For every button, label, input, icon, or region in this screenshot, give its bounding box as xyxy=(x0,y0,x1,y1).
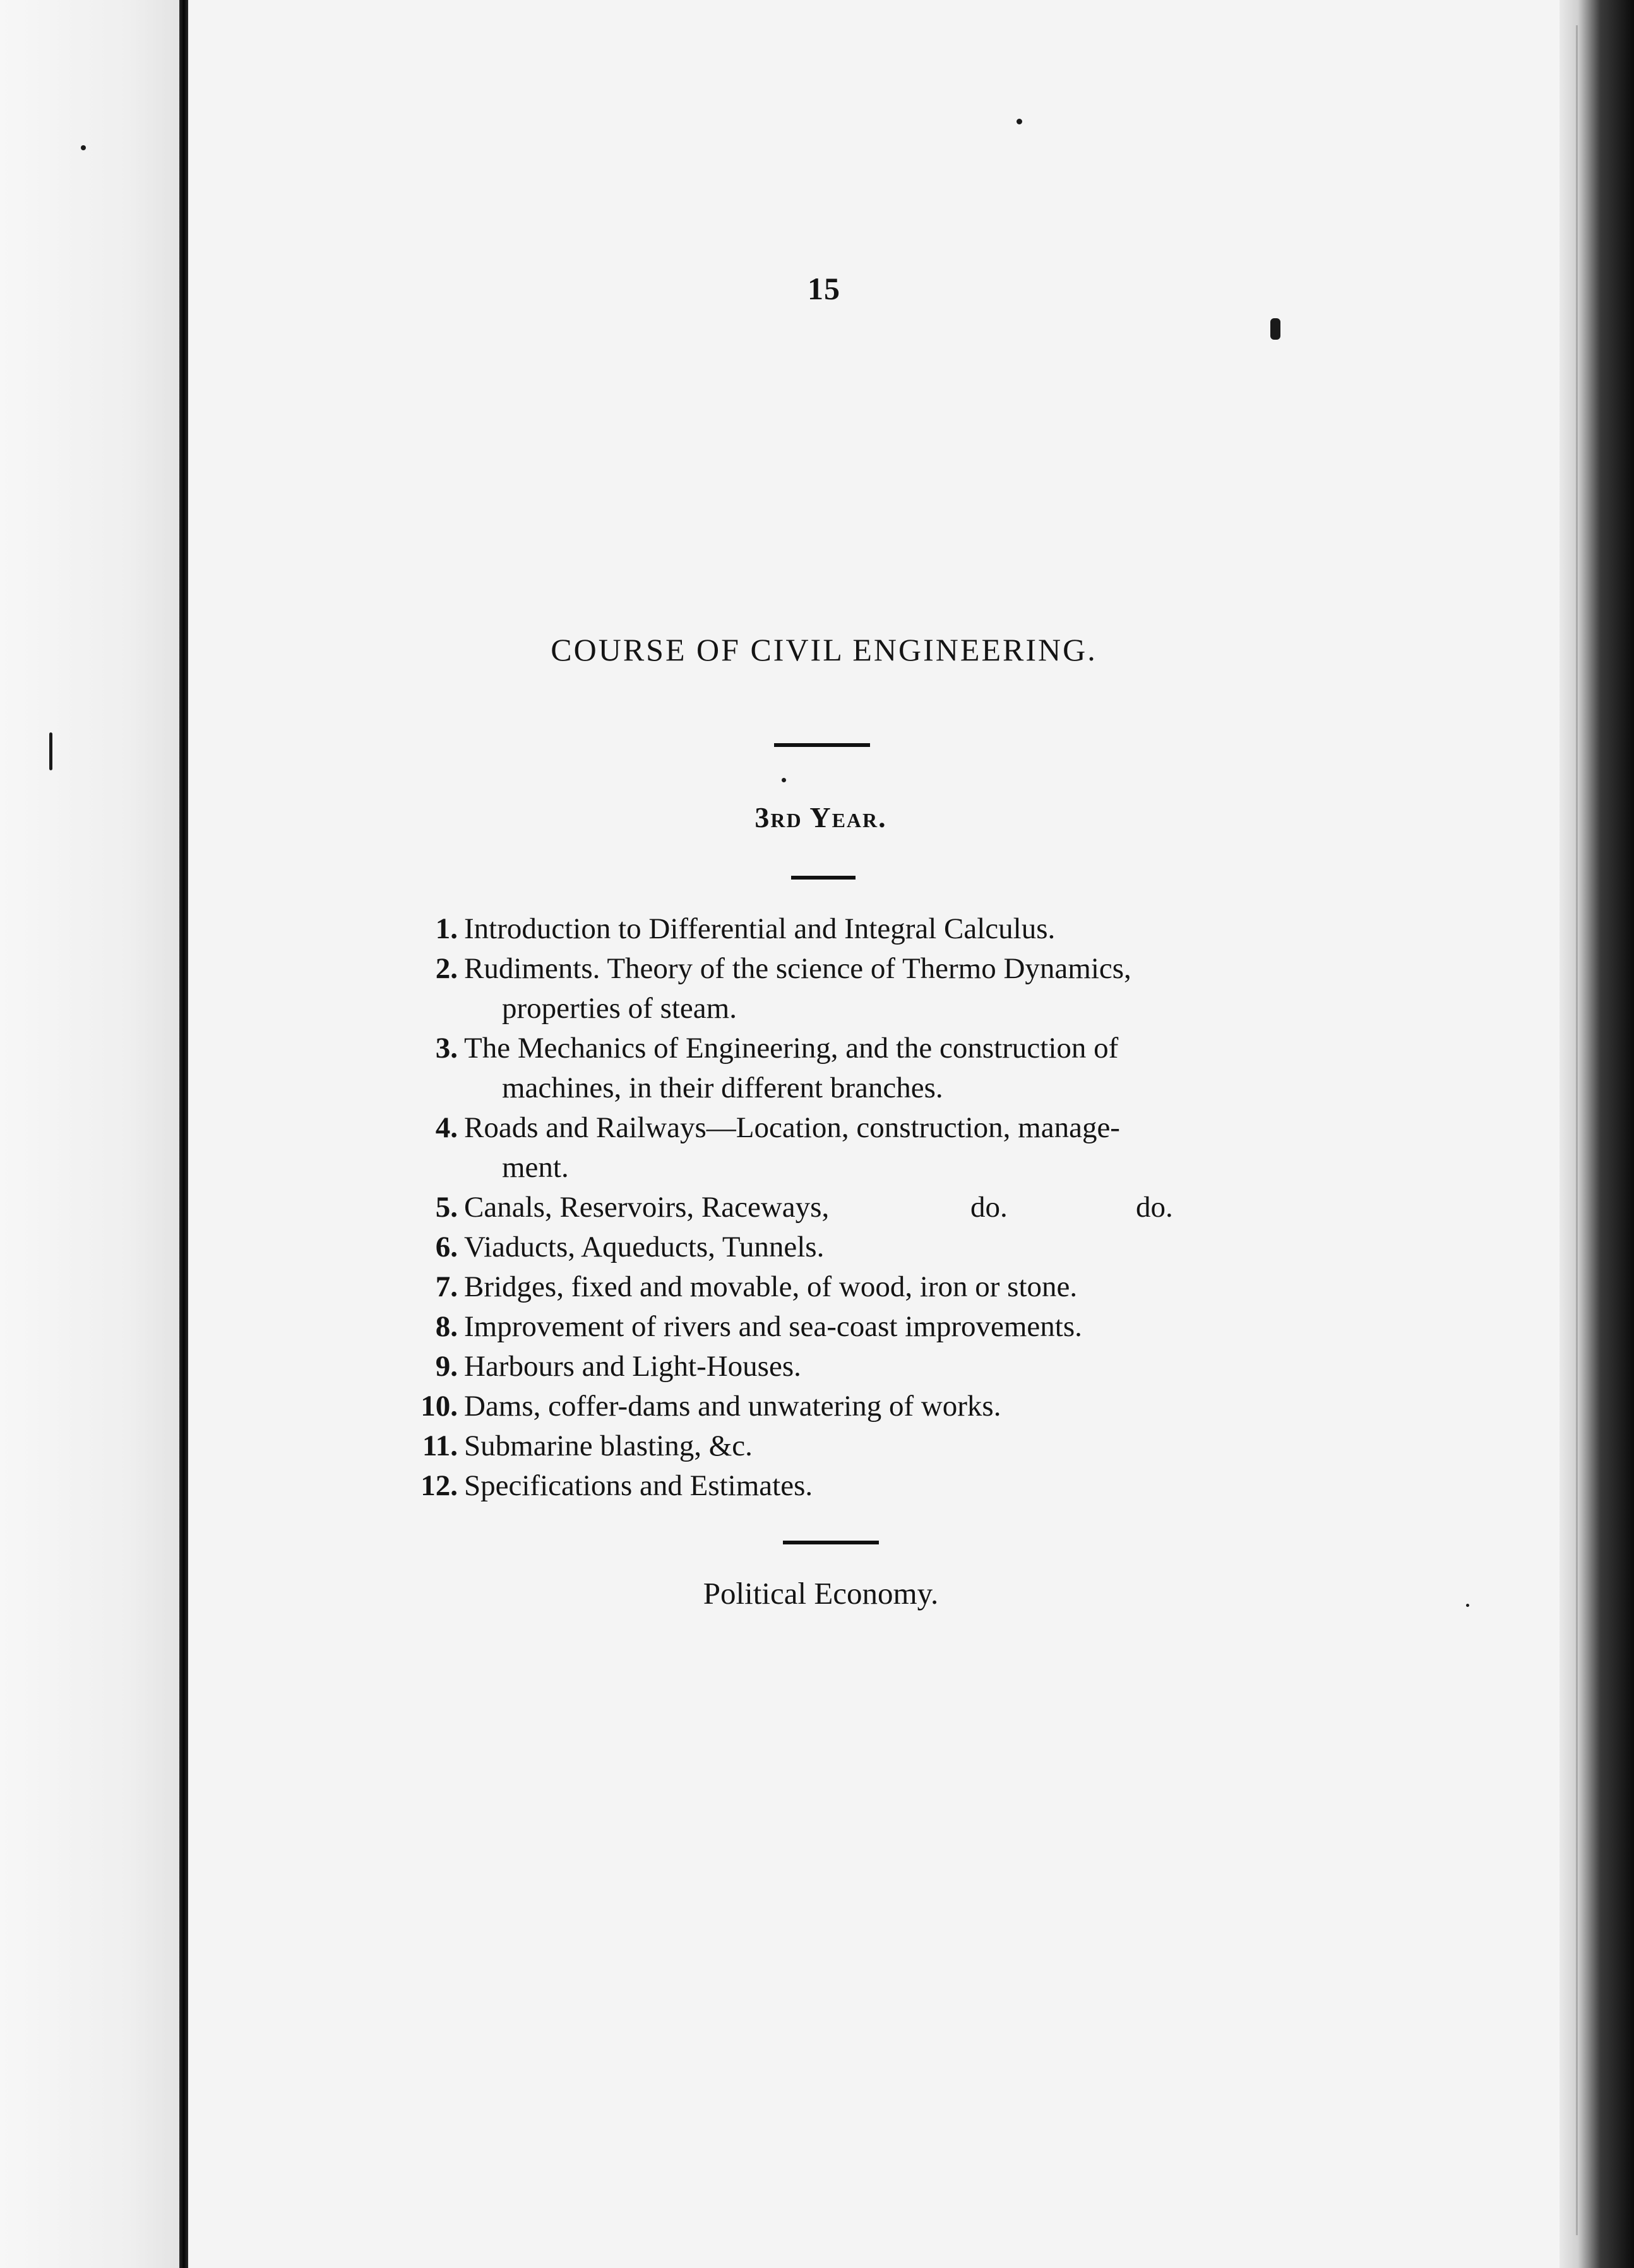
list-item xyxy=(404,1387,1301,1426)
item-text: Canals, Reservoirs, Raceways, xyxy=(464,1191,830,1224)
list-item xyxy=(404,1307,1301,1347)
list-item xyxy=(404,1267,1301,1307)
item-number: 3. xyxy=(435,1032,458,1065)
book-gutter xyxy=(179,0,188,2268)
item-text: The Mechanics of Engineering, and the construction of xyxy=(464,1032,1119,1065)
list-item xyxy=(404,949,1301,1029)
item-text: Submarine blasting, &c. xyxy=(464,1429,753,1462)
page-edge-shadow xyxy=(1559,0,1634,2268)
list-item xyxy=(404,1347,1301,1387)
page-curl xyxy=(1576,25,1597,2235)
list-item xyxy=(404,1029,1301,1108)
item-text-continuation: ment. xyxy=(502,1151,569,1184)
divider-rule xyxy=(774,743,870,747)
item-text: Roads and Railways—Location, construction, manage- xyxy=(464,1111,1120,1144)
scan-speck xyxy=(1017,119,1022,124)
item-text-continuation: machines, in their different branches. xyxy=(502,1071,943,1104)
list-item xyxy=(404,1188,1301,1227)
divider-rule xyxy=(783,1541,879,1544)
item-text: Dams, coffer-dams and unwatering of works. xyxy=(464,1390,1001,1423)
scan-speck xyxy=(1270,318,1280,340)
item-number: 10. xyxy=(420,1390,458,1423)
scan-speck xyxy=(49,732,52,770)
item-number: 9. xyxy=(435,1350,458,1383)
list-item xyxy=(404,1426,1301,1466)
item-number: 12. xyxy=(420,1469,458,1502)
course-title: COURSE OF CIVIL ENGINEERING. xyxy=(551,632,1097,667)
item-text: Introduction to Differential and Integral Calculus. xyxy=(464,912,1056,945)
list-item xyxy=(404,909,1301,949)
ditto-mark: do. xyxy=(970,1191,1008,1224)
item-number: 11. xyxy=(422,1429,458,1462)
item-text: Rudiments. Theory of the science of Thermo Dynamics, xyxy=(464,952,1131,985)
item-text: Bridges, fixed and movable, of wood, iron or stone. xyxy=(464,1270,1078,1303)
item-text: Viaducts, Aqueducts, Tunnels. xyxy=(464,1231,825,1263)
page-number: 15 xyxy=(808,271,840,306)
item-text: Specifications and Estimates. xyxy=(464,1469,813,1502)
course-item-list xyxy=(404,909,1301,1506)
item-number: 8. xyxy=(435,1310,458,1343)
footer-subject: Political Economy. xyxy=(703,1576,939,1611)
facing-page-edge xyxy=(0,0,184,2268)
list-item xyxy=(404,1227,1301,1267)
item-number: 5. xyxy=(435,1191,458,1224)
item-number: 6. xyxy=(435,1231,458,1263)
item-number: 1. xyxy=(435,912,458,945)
scan-speck xyxy=(782,778,786,782)
item-text: Harbours and Light-Houses. xyxy=(464,1350,801,1383)
item-number: 2. xyxy=(435,952,458,985)
item-number: 7. xyxy=(435,1270,458,1303)
item-text-continuation: properties of steam. xyxy=(502,992,737,1025)
year-heading: 3rd Year. xyxy=(754,801,887,833)
divider-rule xyxy=(791,876,856,880)
item-text: Improvement of rivers and sea-coast improvements. xyxy=(464,1310,1082,1343)
list-item xyxy=(404,1466,1301,1506)
item-number: 4. xyxy=(435,1111,458,1144)
scan-speck xyxy=(1466,1604,1469,1607)
scan-speck xyxy=(81,145,86,150)
list-item xyxy=(404,1108,1301,1188)
ditto-mark: do. xyxy=(1136,1191,1173,1224)
